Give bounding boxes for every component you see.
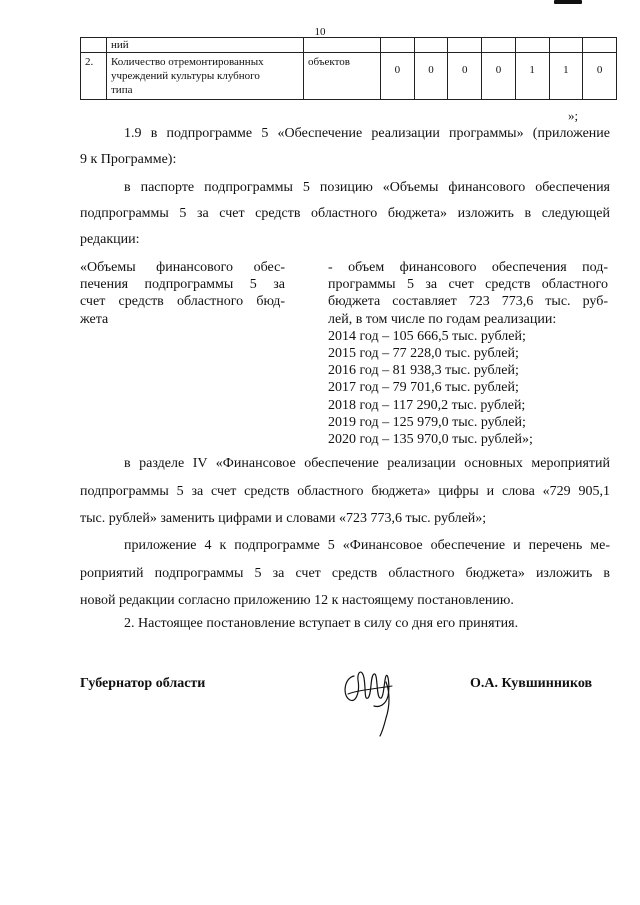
page-number: 10 [314, 26, 326, 38]
table-cell [515, 38, 549, 53]
table-cell [583, 38, 617, 53]
table-row [81, 53, 617, 100]
paragraph-appendix: приложение 4 к подпрограмме 5 «Финансовое обеспечение и перечень ме- роприятий подпрограммы 5 за счет средств областного бюджета» изложить в новой редакции согласно приложению 12 к настоящему постановлению. [80, 538, 610, 608]
table-cell: 2. [81, 53, 107, 100]
paragraph-section-4: в разделе IV «Финансовое обеспечение реализации основных мероприятий подпрограммы 5 за счет средств областного бюджета» цифры и слова «729 905,1 тыс. рублей» заменить цифрами и словами «723 773,6 тыс. рублей»; [80, 456, 610, 526]
table-cell [448, 38, 482, 53]
table-cell: 1 [549, 53, 583, 100]
financing-value-column: - объем финансового обеспечения под- программы 5 за счет средств областного бюджета составляет 723 773,6 тыс. руб- лей, в том числе по годам реализации: 2014 год – 105 666,5 тыс. рублей; 2015 год – 77 228,0 тыс. рублей; 2016 год – 81 938,3 тыс. рублей; 2017 год – 79 701,6 тыс. рублей; 2018 год – 117 290,2 тыс. рублей; 2019 год – 125 979,0 тыс. рублей; 2020 год – 135 970,0 тыс. рублей»; [328, 260, 608, 448]
closing-quote: »; [568, 108, 579, 123]
paragraph-passport: в паспорте подпрограммы 5 позицию «Объемы финансового обеспечения подпрограммы 5 за счет средств областного бюджета» изложить в следующей редакции: [80, 180, 610, 247]
table-cell: Количество отремонтированных учреждений культуры клубного типа [107, 53, 304, 100]
table-cell [381, 38, 415, 53]
continuation-table [80, 37, 617, 100]
signatory-name: О.А. Кувшинников [470, 676, 593, 691]
table-cell [414, 38, 448, 53]
table-cell: 0 [381, 53, 415, 100]
financing-label-column: «Объемы финансового обес- печения подпрограммы 5 за счет средств областного бюд- жета [80, 260, 285, 327]
table-cell: 0 [414, 53, 448, 100]
table-cell: 1 [515, 53, 549, 100]
paragraph-1-9: 1.9 в подпрограмме 5 «Обеспечение реализации программы» (приложение 9 к Программе): [80, 126, 610, 167]
corner-mark [554, 0, 582, 4]
handwritten-signature [340, 656, 400, 738]
table-cell: 0 [448, 53, 482, 100]
signatory-title: Губернатор области [80, 676, 206, 691]
table-cell: 0 [482, 53, 516, 100]
table-row [81, 38, 617, 53]
table-cell: ний [107, 38, 304, 53]
table-cell: объектов [304, 53, 381, 100]
table-cell: 0 [583, 53, 617, 100]
table-cell [549, 38, 583, 53]
table-cell [482, 38, 516, 53]
table-cell [304, 38, 381, 53]
paragraph-2: 2. Настоящее постановление вступает в силу со дня его принятия. [124, 616, 519, 631]
table-cell [81, 38, 107, 53]
